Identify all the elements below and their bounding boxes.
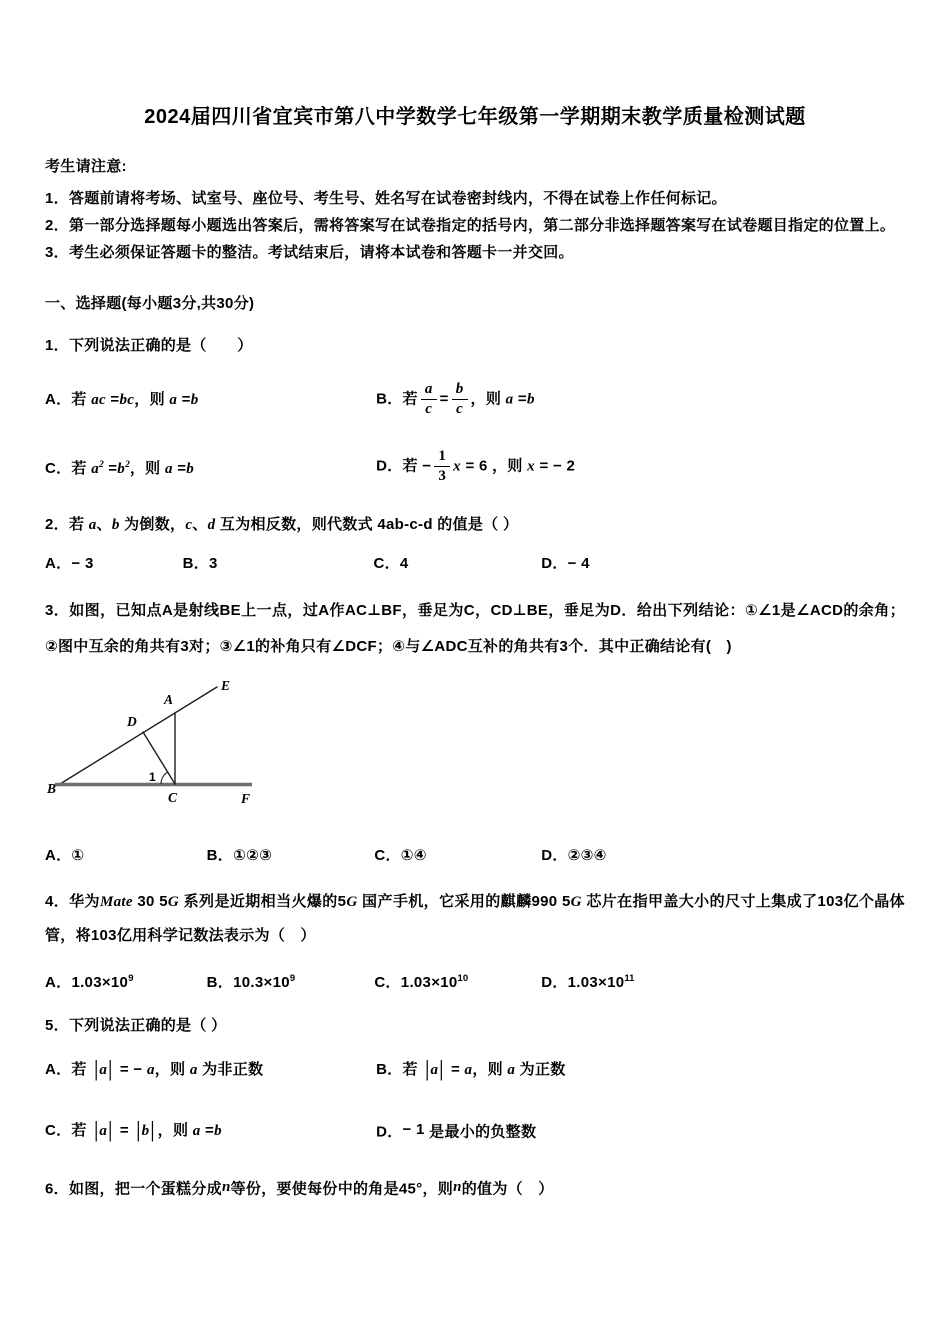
question-5-option-c: C．若 |a| = |b| ，则 a =b xyxy=(45,1117,222,1144)
question-1-option-b: B．若 $\frac{a}{c}$ = $\frac{b}{c}$ ，则 a =b xyxy=(376,381,535,417)
question-6-stem: 6．如图，把一个蛋糕分成n等份，要使每份中的角是45°，则n的值为（ ） xyxy=(45,1178,554,1197)
question-5-stem: 5．下列说法正确的是（ ） xyxy=(45,1017,227,1034)
ray-BE xyxy=(60,687,217,784)
page-title: 2024届四川省宜宾市第八中学数学七年级第一学期期末教学质量检测试题 xyxy=(144,106,806,128)
notice-block xyxy=(45,155,905,266)
question-2-option-b: B．3 xyxy=(182,555,218,572)
question-3-options xyxy=(45,843,905,869)
notice-item-3: 3．考生必须保证答题卡的整洁。考试结束后，请将本试卷和答题卡一并交回。 xyxy=(45,244,574,261)
question-3-option-d: D．②③④ xyxy=(541,847,607,864)
figure-label-C: C xyxy=(168,790,178,805)
question-3 xyxy=(45,593,905,869)
question-5-option-b: B．若 |a| = a，则 a 为正数 xyxy=(376,1056,566,1082)
question-1-stem: 1．下列说法正确的是（ ） xyxy=(45,337,253,354)
question-3-stem: 3．如图，已知点A是射线BE上一点，过A作AC⊥BF，垂足为C，CD⊥BE，垂足为D．给出下列结论：①∠1是∠ACD的余角；②图中互余的角共有3对；③∠1的补角只有∠DCF；④与∠ADC互补的角共有3个．其中正确结论有( ) xyxy=(45,602,905,655)
figure-label-B: B xyxy=(47,781,57,796)
question-4-options xyxy=(45,966,905,996)
question-2-option-c: C．4 xyxy=(373,555,409,572)
question-5 xyxy=(45,1012,905,1146)
question-4-option-d: D．$1.03\times 10^{11}$ xyxy=(541,973,635,991)
segment-DC xyxy=(143,732,175,784)
question-2-option-d: D．− 4 xyxy=(541,555,590,572)
figure-label-angle-1: 1 xyxy=(149,770,156,784)
section-heading: 一、选择题(每小题3分,共30分) xyxy=(45,295,255,312)
question-5-option-d: D．− 1 是最小的负整数 xyxy=(376,1121,537,1141)
question-1-option-d: D．若 − $\frac{1}{3}$ x = 6 ，则 x = − 2 xyxy=(376,448,576,484)
question-2-options xyxy=(45,551,905,577)
question-2 xyxy=(45,511,905,577)
question-1-option-a: A．若 ac =bc，则 a =b xyxy=(45,390,199,408)
question-3-figure-wrap xyxy=(45,671,905,823)
question-1-options xyxy=(45,381,905,485)
question-6 xyxy=(45,1174,905,1203)
notice-item-1: 1．答题前请将考场、试室号、座位号、考生号、姓名写在试卷密封线内，不得在试卷上作任何标记。 xyxy=(45,190,727,207)
geometry-figure xyxy=(45,671,315,819)
figure-label-D: D xyxy=(127,714,138,729)
notice-heading: 考生请注意: xyxy=(45,158,127,175)
question-4-option-b: B．$10.3\times 10^9$ xyxy=(206,973,296,991)
figure-label-E: E xyxy=(221,678,231,693)
question-3-option-b: B．①②③ xyxy=(206,847,273,864)
question-4 xyxy=(45,885,905,996)
question-1 xyxy=(45,332,905,485)
question-5-options xyxy=(45,1057,905,1146)
question-3-option-c: C．①④ xyxy=(374,847,427,864)
question-3-option-a: A．① xyxy=(45,847,85,864)
angle-1-arc xyxy=(161,772,168,784)
notice-item-2: 2．第一部分选择题每小题选出答案后，需将答案写在试卷指定的括号内，第二部分非选择题答案写在试卷题目指定的位置上。 xyxy=(45,217,896,234)
question-1-option-c: C．若 $a^2 =b^2$，则 a =b xyxy=(45,459,195,477)
question-2-option-a: A．− 3 xyxy=(45,555,94,572)
question-4-option-a: A．$1.03\times 10^9$ xyxy=(45,973,134,991)
question-2-stem: 2．若 a、b 为倒数，c、d 互为相反数，则代数式 4ab-c-d 的值是（ ） xyxy=(45,516,519,533)
figure-label-F: F xyxy=(241,791,251,806)
question-4-option-c: C．$1.03\times 10^{10}$ xyxy=(374,973,469,991)
question-5-option-a: A．若 |a| = − a，则 a 为非正数 xyxy=(45,1056,264,1082)
figure-label-A: A xyxy=(164,692,174,707)
question-4-stem: 4．华为Mate 30 5G 系列是近期相当火爆的5G 国产手机，它采用的麒麟990 5G 芯片在指甲盖大小的尺寸上集成了103亿个晶体管，将103亿用科学记数法表示为（ ） xyxy=(45,893,905,944)
